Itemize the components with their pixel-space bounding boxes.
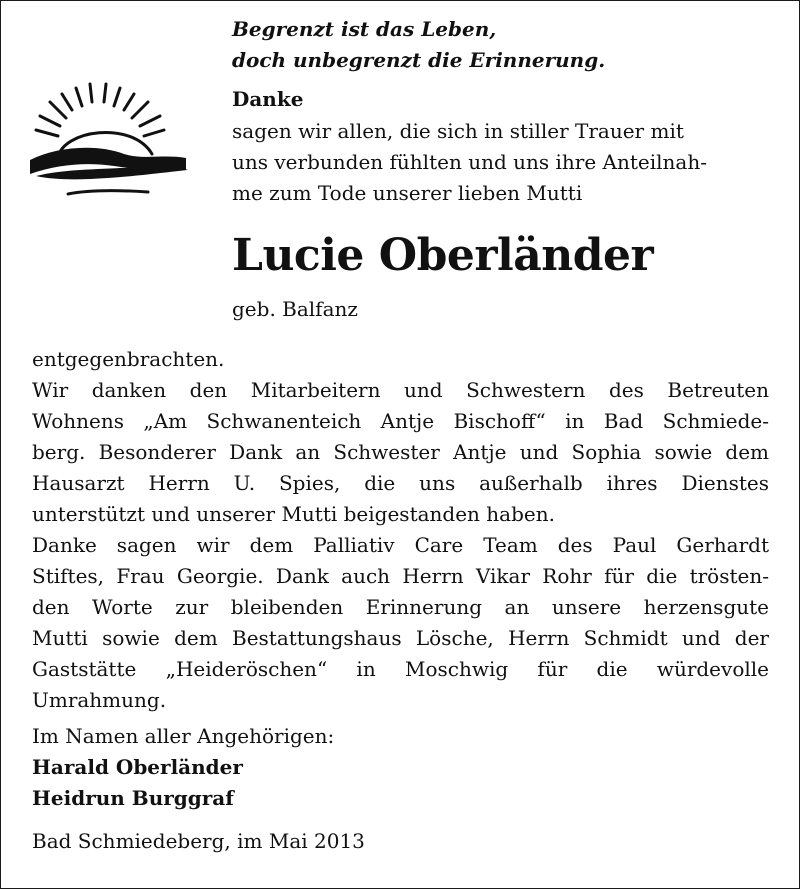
body-line: Hausarzt Herrn U. Spies, die uns außerhalb ihres Dienstes <box>32 471 769 495</box>
sunset-over-hills-icon <box>28 80 192 206</box>
body-line: unterstützt und unserer Mutti beigestanden haben. <box>32 502 555 526</box>
signature-intro: Im Namen aller Angehörigen: <box>32 724 335 748</box>
intro-line: sagen wir allen, die sich in stiller Trauer mit <box>232 119 684 143</box>
body-line: Gaststätte „Heideröschen“ in Moschwig für die würdevolle <box>32 657 769 681</box>
body-line: berg. Besonderer Dank an Schwester Antje und Sophia sowie dem <box>32 440 769 464</box>
body-line: Stiftes, Frau Georgie. Dank auch Herrn Vikar Rohr für die trösten- <box>32 564 769 588</box>
signatory-name: Harald Oberländer <box>32 755 243 779</box>
motto <box>232 14 605 76</box>
thanks-body <box>32 344 769 857</box>
body-line: den Worte zur bleibenden Erinnerung an unsere herzensgute <box>32 595 769 619</box>
maiden-name: geb. Balfanz <box>232 297 358 321</box>
intro-line: uns verbunden fühlten und uns ihre Anteilnah- <box>232 150 707 174</box>
body-line: Umrahmung. <box>32 688 167 712</box>
signature-block <box>32 721 769 814</box>
motto-line-2: doch unbegrenzt die Erinnerung. <box>232 48 606 72</box>
body-line: Danke sagen wir dem Palliativ Care Team des Paul Gerhardt <box>32 533 769 557</box>
deceased-name: Lucie Oberländer <box>232 230 654 281</box>
body-line: entgegenbrachten. <box>32 347 225 371</box>
body-line: Wohnens „Am Schwanenteich Antje Bischoff“ in Bad Schmiede- <box>32 409 769 433</box>
motto-line-1: Begrenzt ist das Leben, <box>232 17 497 41</box>
body-line: Wir danken den Mitarbeitern und Schwestern des Betreuten <box>32 378 769 402</box>
thanks-heading: Danke <box>232 87 304 111</box>
body-line: Mutti sowie dem Bestattungshaus Lösche, Herrn Schmidt und der <box>32 626 769 650</box>
place-date: Bad Schmiedeberg, im Mai 2013 <box>32 829 365 853</box>
signatory-name: Heidrun Burggraf <box>32 786 234 810</box>
intro-text <box>232 116 707 209</box>
intro-line: me zum Tode unserer lieben Mutti <box>232 181 583 205</box>
